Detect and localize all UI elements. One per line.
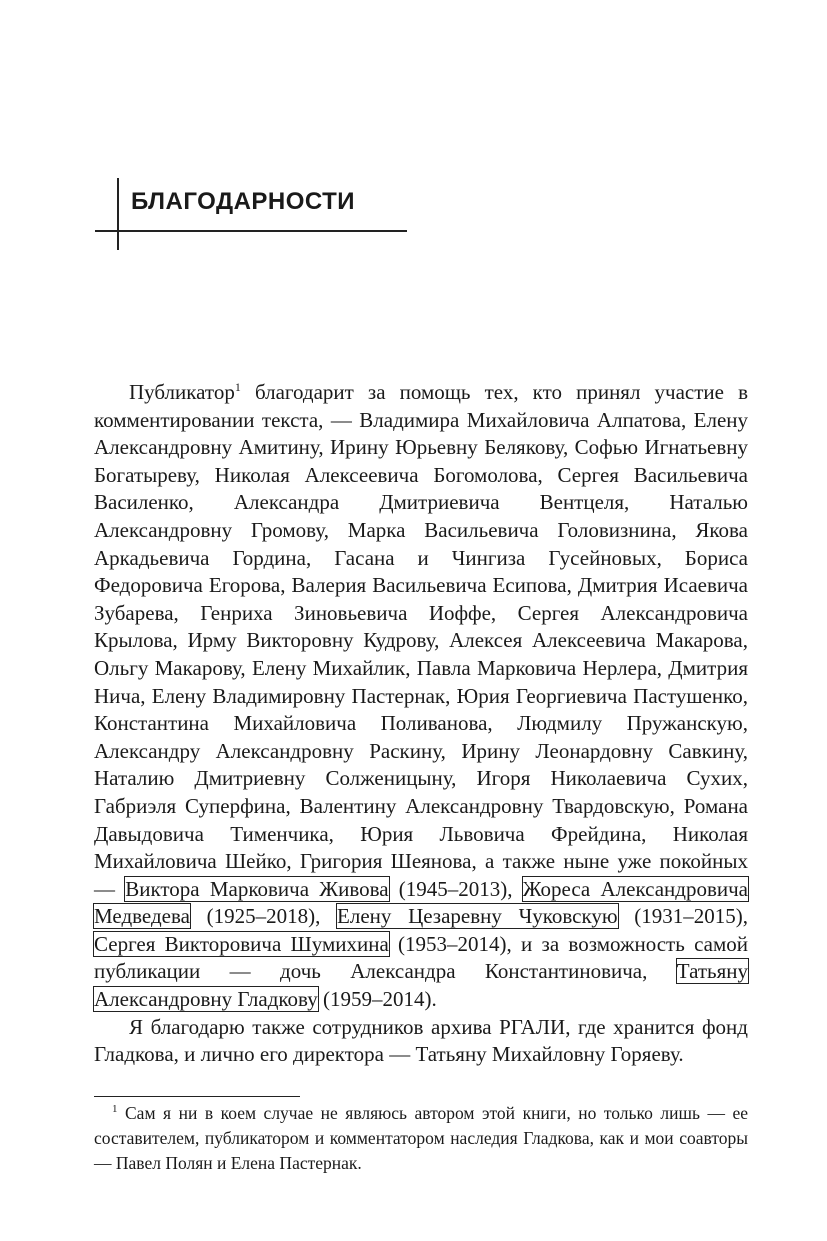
- footnote-text: Сам я ни в коем случае не являюсь автором этой книги, но только лишь — ее составителем, публикатором и комментатором наследия Гладкова, как и мои соавторы — Павел Полян и Елена Пастернак.: [94, 1103, 748, 1173]
- boxed-name-medvedev: Жореса Александровича Медведева: [94, 876, 748, 929]
- dates-segment: (1931–2015),: [617, 904, 748, 929]
- archive-paragraph: Я благодарю также сотрудников архива РГАЛИ, где хранится фонд Гладкова, и лично его директора — Татьяну Михайловну Горяеву.: [94, 1014, 748, 1067]
- boxed-name-zhivov: Виктора Марковича Живова: [125, 876, 389, 901]
- footnote-number: 1: [112, 1103, 118, 1116]
- dates-segment: (1945–2013),: [388, 876, 523, 901]
- boxed-name-shumikhin: Сергея Викторовича Шумихина: [94, 931, 389, 956]
- text-segment: благодарит за помощь тех, кто принял участие в комментировании текста, — Владимира Михайловича Алпатова, Елену Александровну Амитину, Ирину Юрьевну Белякову, Софью Игнатьевну Богатыреву, Николая Алексеевича Богомолова, Сергея Васильевича Василенко, Александра Дмитриевича Вентцеля, Наталью Александровну Громову, Марка Васильевича Головизнина, Якова Аркадьевича Гордина, Гасана и Чингиза Гусейновых, Бориса Федоровича Егорова, Валерия Васильевича Есипова, Дмитрия Исаевича Зубарева, Генриха Зиновьевича Иоффе, Сергея Александровича Крылова, Ирму Викторовну Кудрову, Алексея Алексеевича Макарова, Ольгу Макарову, Елену Михайлик, Павла Марковича Нерлера, Дмитрия Нича, Елену Владимировну Пастернак, Юрия Георгиевича Пастушенко, Константина Михайловича Поливанова, Людмилу Пружанскую, Александру Александровну Раскину, Ирину Леонардовну Савкину, Наталию Дмитриевну Солженицыну, Игоря Николаевича Сухих, Габриэля Суперфина, Валентину Александровну Твардовскую, Романа Давыдовича Тименчика, Юрия Львовича Фрейдина, Николая Михайловича Шейко, Григория Шеянова, а также ныне уже покойных —: [94, 380, 748, 901]
- text-segment: (1953–2014), и за возможность самой публикации — дочь Александра Константиновича,: [94, 931, 748, 984]
- footnote: [94, 1101, 748, 1176]
- footnote-separator: [94, 1096, 300, 1097]
- footnote-ref: 1: [234, 380, 241, 394]
- dates-segment: (1959–2014).: [317, 987, 437, 1012]
- heading-horizontal-rule: [95, 230, 407, 232]
- page-title: БЛАГОДАРНОСТИ: [131, 188, 356, 215]
- acknowledgment-paragraph: [94, 379, 748, 1014]
- text-segment: Публикатор: [129, 380, 235, 404]
- body-text: [94, 379, 748, 1069]
- dates-segment: (1925–2018),: [189, 904, 338, 929]
- boxed-name-gladkova: Татьяну Александровну Гладкову: [94, 959, 748, 1012]
- heading-vertical-rule: [117, 178, 119, 250]
- boxed-name-chukovskaya: Елену Цезаревну Чуковскую: [337, 904, 618, 929]
